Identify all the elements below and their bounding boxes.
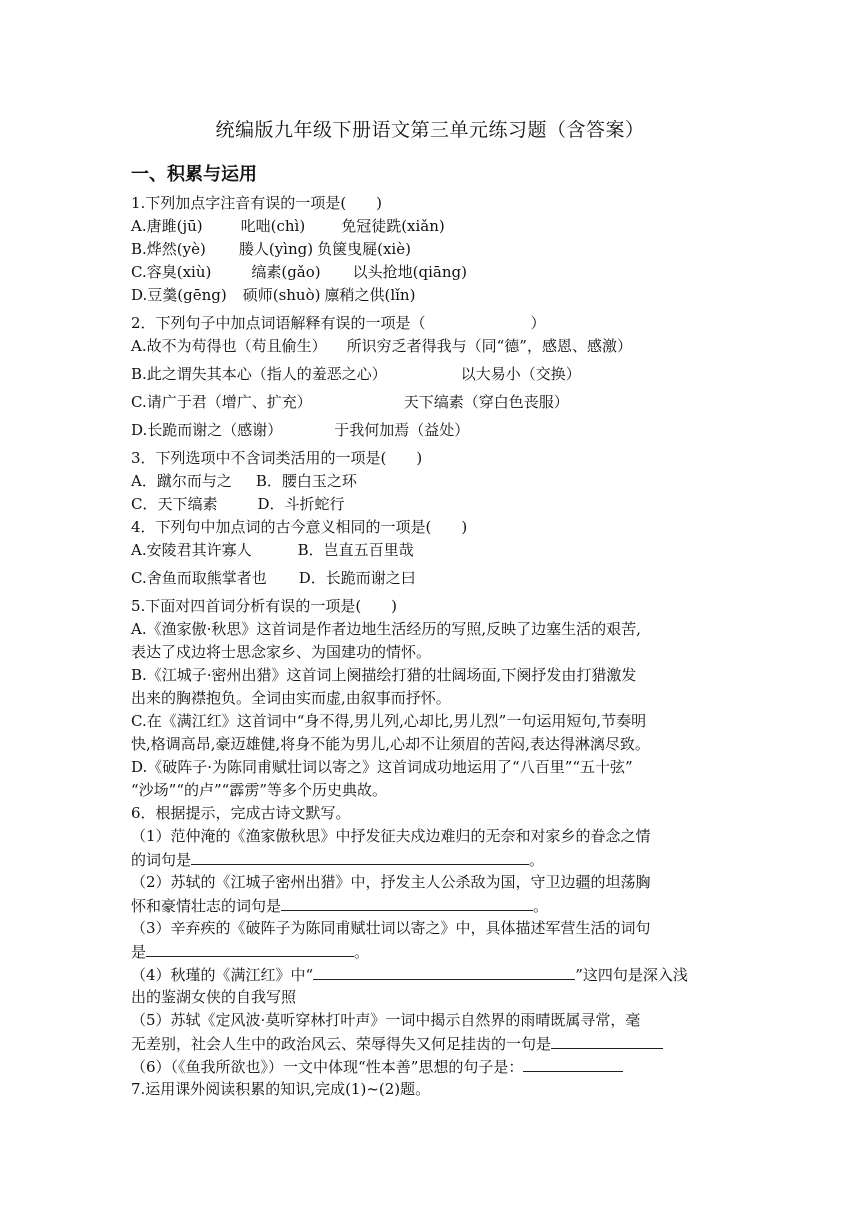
question-5-line: 出来的胸襟抱负。全词由实而虚,由叙事而抒怀。 xyxy=(131,689,451,707)
option-text: D．长跪而谢之曰 xyxy=(298,569,416,587)
prompt-text: （6）（《鱼我所欲也》）一文中体现“性本善”思想的句子是： xyxy=(131,1058,524,1076)
question-5-stem: 5.下面对四首词分析有误的一项是( ) xyxy=(131,597,398,615)
option-text: C.容臭(xiù) xyxy=(131,263,212,281)
question-6-prompt-3: （3）辛弃疾的《破阵子为陈同甫赋壮词以寄之》中，具体描述军营生活的词句 xyxy=(131,919,651,937)
question-5-line: 快,格调高昂,豪迈雄健,将身不能为男儿,心却不让须眉的苦闷,表达得淋漓尽致。 xyxy=(131,735,650,753)
option-text: 免冠徒跣(xiǎn) xyxy=(341,217,445,235)
prompt-text: 是 xyxy=(131,943,147,961)
question-4-options-cd xyxy=(131,567,731,595)
prompt-text: （4）秋瑾的《满江红》中“ xyxy=(131,966,314,984)
option-text: B．岂直五百里哉 xyxy=(297,541,414,559)
option-text: A.唐雎(jū) xyxy=(131,217,203,235)
prompt-text: ”这四句是深入浅 xyxy=(575,966,688,984)
option-text: 天下缟素（穿白色丧服） xyxy=(403,393,569,411)
question-6-prompt-1-answer-line xyxy=(131,848,731,871)
option-text: 以头抢地(qiāng) xyxy=(352,263,467,281)
answer-blank[interactable] xyxy=(191,848,529,865)
question-6-prompt-3-answer-line xyxy=(131,940,731,963)
option-text: 于我何加焉（益处） xyxy=(334,421,470,439)
question-4-stem: 4．下列句中加点词的古今意义相同的一项是( ) xyxy=(131,518,468,536)
option-text: 缟素(gǎo) xyxy=(251,263,321,281)
option-text: 叱咄(chì) xyxy=(240,217,306,235)
option-text: C.舍鱼而取熊掌者也 xyxy=(131,569,267,587)
question-5-line: C.在《满江红》这首词中“身不得,男儿列,心却比,男儿烈”一句运用短句,节奏明 xyxy=(131,712,647,730)
question-2-stem: 2．下列句子中加点词语解释有误的一项是（ ） xyxy=(131,314,546,332)
question-5-line: 表达了戍边将士思念家乡、为国建功的情怀。 xyxy=(131,643,432,661)
question-5-line: A.《渔家傲·秋思》这首词是作者边地生活经历的写照,反映了边塞生活的艰苦, xyxy=(131,620,641,638)
answer-blank[interactable] xyxy=(523,1055,623,1072)
option-text: A.安陵君其许寡人 xyxy=(131,541,252,559)
question-1-stem: 1.下列加点字注音有误的一项是( ) xyxy=(131,194,383,212)
option-text: C．天下缟素 xyxy=(131,495,218,513)
question-6-prompt-4 xyxy=(131,963,731,986)
question-2-option-b xyxy=(131,363,731,391)
option-text: B.此之谓失其本心（指人的羞恶之心） xyxy=(131,365,387,383)
question-6-stem: 6．根据提示，完成古诗文默写。 xyxy=(131,804,351,822)
question-6-prompt-2-answer-line xyxy=(131,894,731,917)
option-text: 所识穷乏者得我与（同“德”，感恩、感激） xyxy=(346,337,632,355)
question-2-option-a xyxy=(131,335,731,363)
question-3-stem: 3．下列选项中不含词类活用的一项是( ) xyxy=(131,449,423,467)
prompt-text: 怀和豪情壮志的词句是 xyxy=(131,897,282,915)
option-text: D.长跪而谢之（感谢） xyxy=(131,421,283,439)
question-6-prompt-5: （5）苏轼《定风波·莫听穿林打叶声》一词中揭示自然界的雨晴既属寻常，毫 xyxy=(131,1011,641,1029)
answer-blank[interactable] xyxy=(551,1032,663,1049)
question-6-prompt-4-cont: 出的鉴湖女侠的自我写照 xyxy=(131,988,297,1006)
question-6-prompt-6 xyxy=(131,1055,731,1078)
question-1-option-c xyxy=(131,261,731,284)
option-text: 以大易小（交换） xyxy=(460,365,581,383)
prompt-text: 。 xyxy=(529,851,545,869)
question-4-options-ab xyxy=(131,539,731,567)
option-text: D．斗折蛇行 xyxy=(257,495,345,513)
question-5-line: “沙场”“的卢”“霹雳”等多个历史典故。 xyxy=(131,781,388,799)
prompt-text: 。 xyxy=(354,943,370,961)
option-text: 媵人(yìng) xyxy=(238,240,314,258)
question-5-line: B.《江城子·密州出猎》这首词上阕描绘打猎的壮阔场面,下阕抒发由打猎激发 xyxy=(131,666,637,684)
prompt-text: 无差别，社会人生中的政治风云、荣辱得失又何足挂齿的一句是 xyxy=(131,1035,552,1053)
option-text: B．腰白玉之环 xyxy=(255,472,357,490)
question-2-option-c xyxy=(131,391,731,419)
question-6-prompt-5-answer-line xyxy=(131,1032,731,1055)
option-text: B.烨然(yè) xyxy=(131,240,206,258)
question-1-option-b xyxy=(131,238,731,261)
question-3-options-ab xyxy=(131,470,731,493)
prompt-text: 。 xyxy=(533,897,549,915)
option-text: C.请广于君（增广、扩充） xyxy=(131,393,312,411)
document-body xyxy=(131,192,731,1101)
question-6-prompt-1: （1）范仲淹的《渔家傲秋思》中抒发征夫戍边难归的无奈和对家乡的眷念之情 xyxy=(131,827,651,845)
option-text: 负箧曳屣(xiè) xyxy=(317,240,411,258)
question-5-line: D.《破阵子·为陈同甫赋壮词以寄之》这首词成功地运用了“八百里”“五十弦” xyxy=(131,758,633,776)
option-text: 硕师(shuò) xyxy=(242,286,321,304)
section-heading: 一、积累与运用 xyxy=(131,164,257,185)
question-6-prompt-2: （2）苏轼的《江城子密州出猎》中，抒发主人公杀敌为国，守卫边疆的坦荡胸 xyxy=(131,873,651,891)
answer-blank[interactable] xyxy=(281,894,533,911)
option-text: A．蹴尔而与之 xyxy=(131,472,232,490)
question-2-option-d xyxy=(131,419,731,447)
answer-blank[interactable] xyxy=(146,940,354,957)
question-1-option-d xyxy=(131,284,731,312)
answer-blank[interactable] xyxy=(313,963,575,980)
question-1-option-a xyxy=(131,215,731,238)
question-7-stem: 7.运用课外阅读积累的知识,完成(1)~(2)题。 xyxy=(131,1080,431,1098)
option-text: D.豆羹(gēng) xyxy=(131,286,227,304)
option-text: A.故不为苟得也（苟且偷生） xyxy=(131,337,327,355)
document-title: 统编版九年级下册语文第三单元练习题（含答案） xyxy=(215,119,645,141)
question-3-options-cd xyxy=(131,493,731,516)
option-text: 廪稍之供(lǐn) xyxy=(324,286,416,304)
prompt-text: 的词句是 xyxy=(131,851,192,869)
